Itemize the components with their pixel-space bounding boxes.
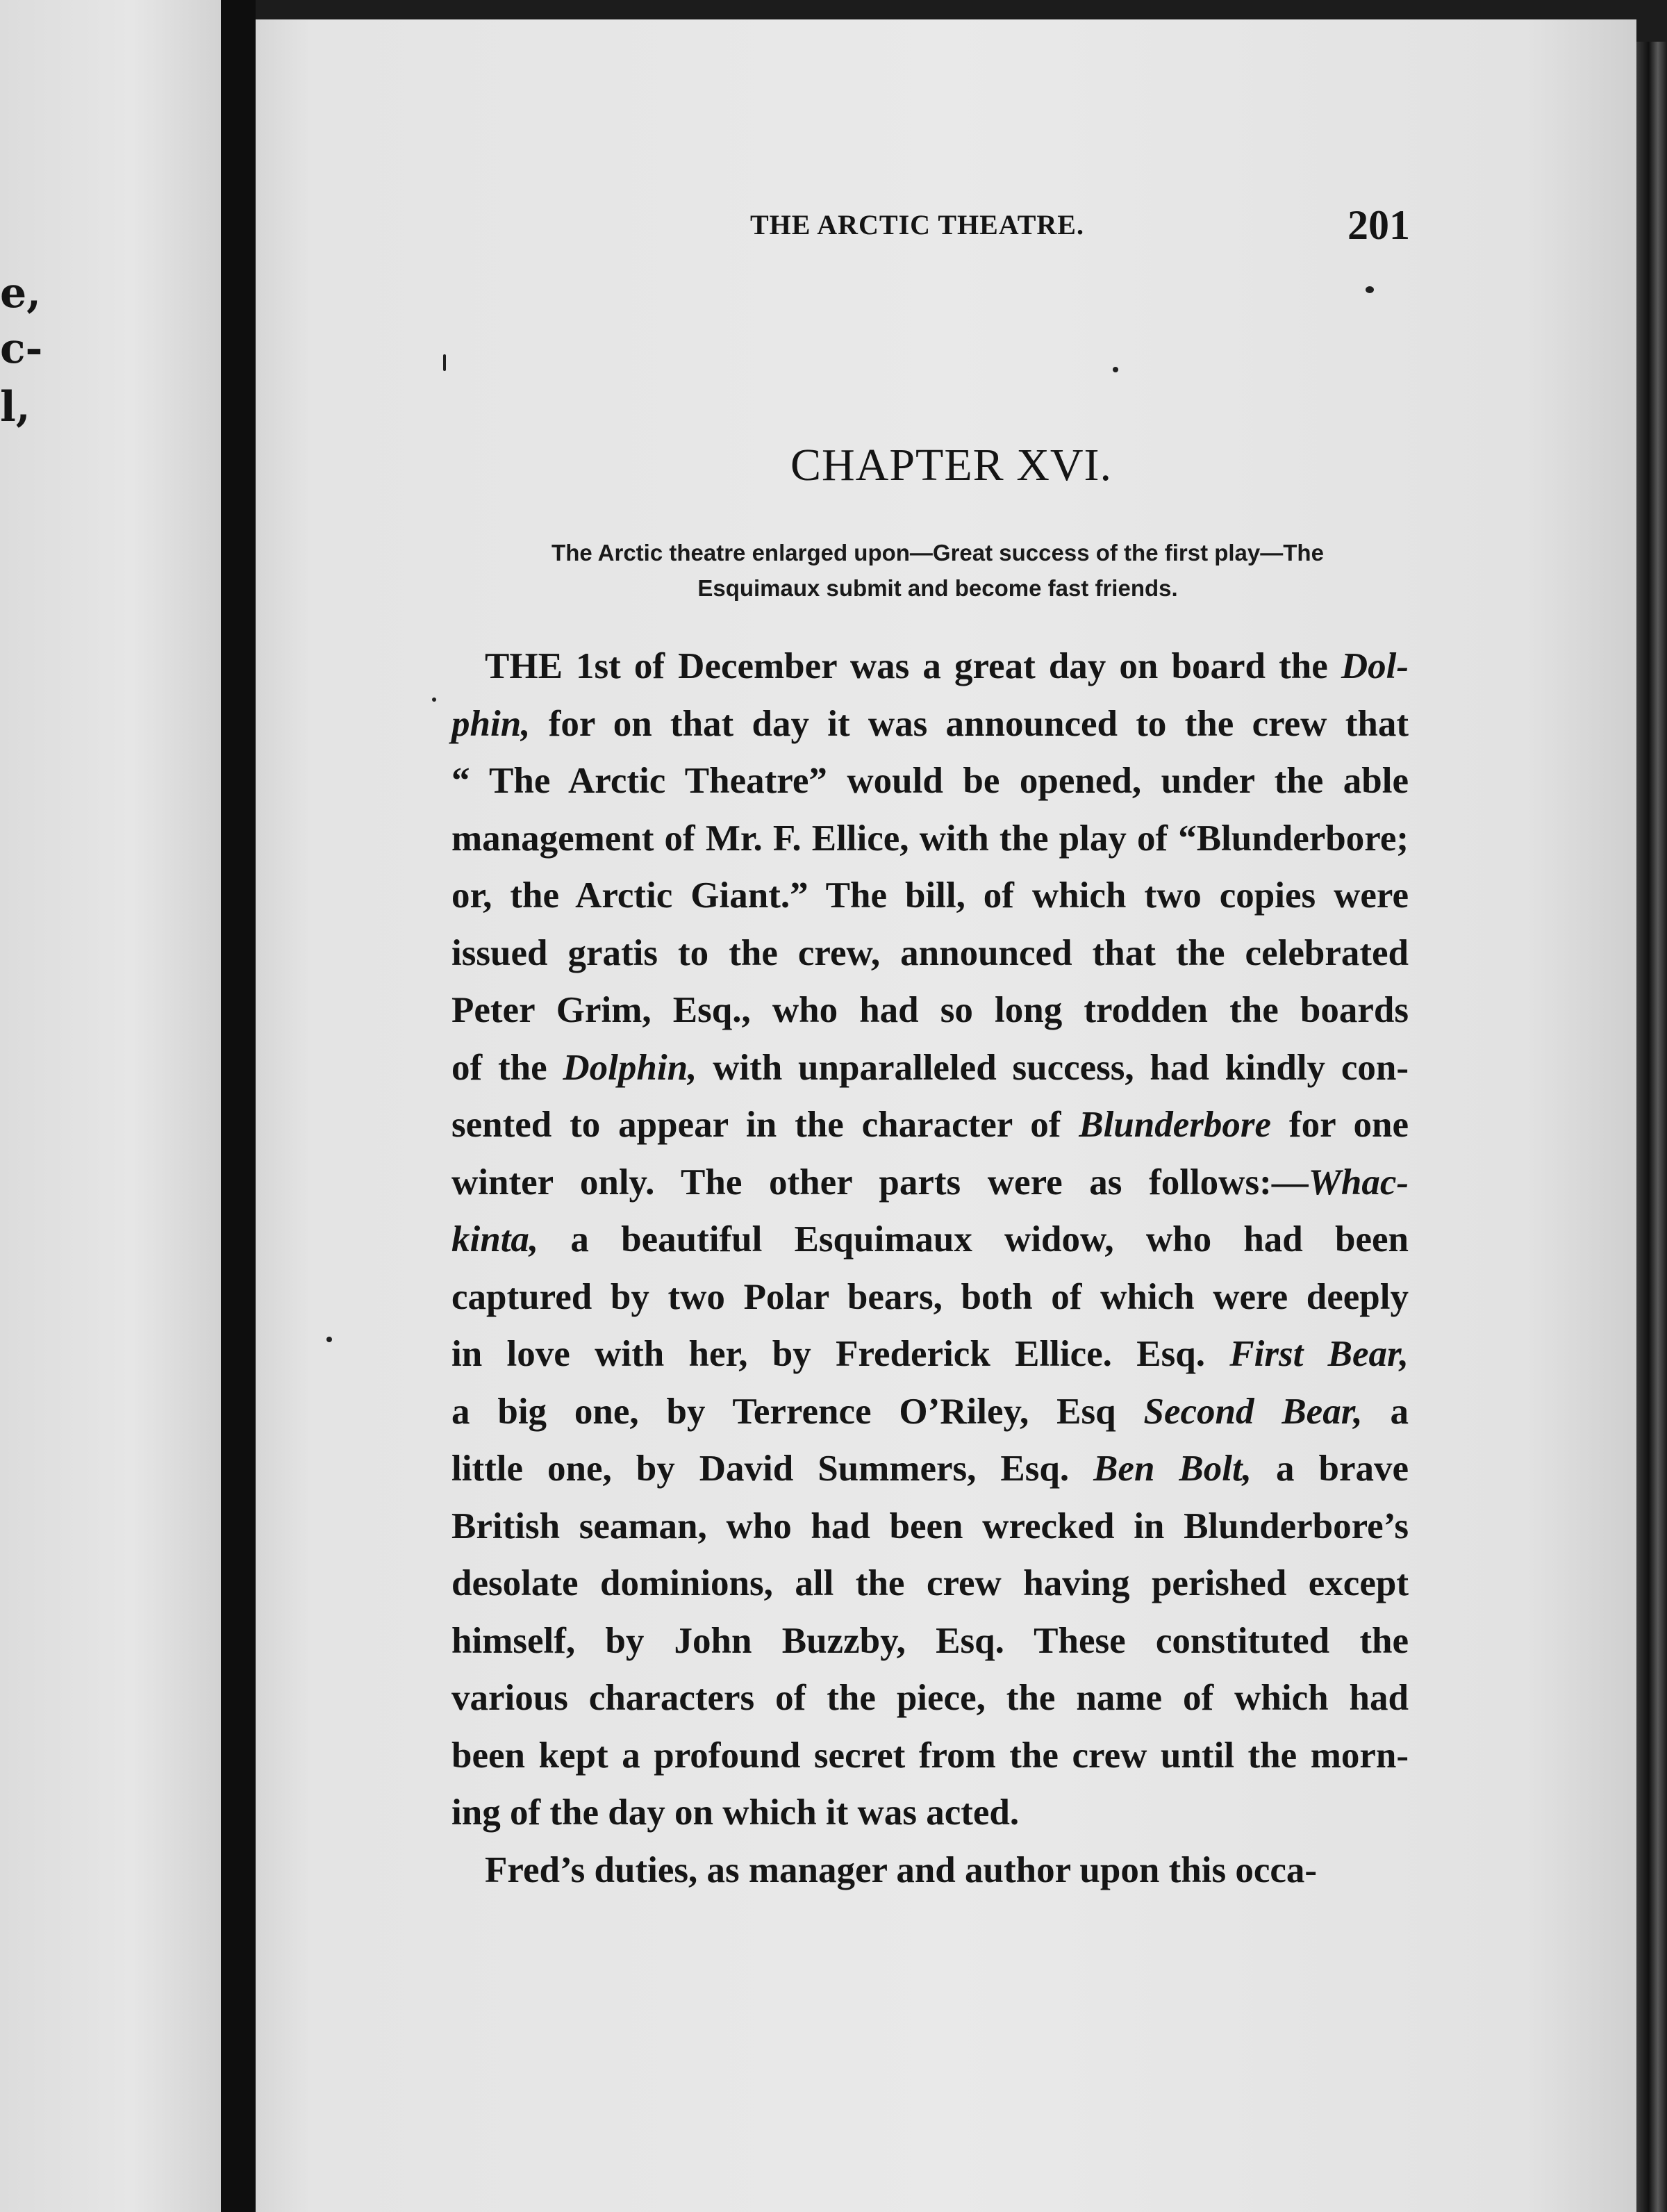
paragraph-line: [451, 1211, 1409, 1269]
paragraph-line: [451, 1727, 1409, 1785]
facing-page-edge: [0, 0, 221, 2212]
text-segment: various characters of the piece, the name of which had: [451, 1678, 1409, 1718]
chapter-summary-line: The Arctic theatre enlarged upon—Great success of the first play—The: [551, 540, 1324, 566]
scan-speck: [1113, 367, 1118, 372]
paragraph-line: [451, 1669, 1409, 1727]
facing-page-fragment: e,: [0, 269, 42, 317]
text-segment: been kept a profound secret from the crew until the morn-: [451, 1735, 1409, 1776]
text-segment: a beautiful Esquimaux widow, who had been: [538, 1219, 1409, 1260]
paragraph-line: [451, 752, 1409, 810]
paragraph-line: Fred’s duties, as manager and author upon this occa-: [485, 1849, 1318, 1890]
scan-speck: [1366, 286, 1374, 293]
facing-page-fragment: l,: [0, 383, 31, 431]
italic-text: Ben Bolt,: [1093, 1448, 1252, 1489]
paragraph-line: [451, 810, 1409, 868]
paragraph-line: [451, 1612, 1409, 1670]
chapter-summary: [486, 535, 1389, 606]
text-segment: sented to appear in the character of: [451, 1105, 1079, 1145]
italic-text: First Bear,: [1229, 1334, 1409, 1374]
text-segment: himself, by John Buzzby, Esq. These constituted the: [451, 1620, 1409, 1661]
italic-text: Whac-: [1308, 1162, 1409, 1203]
text-segment: for on that day it was announced to the crew that: [530, 703, 1409, 744]
text-segment: issued gratis to the crew, announced that the celebrated: [451, 932, 1409, 973]
book-gutter: [221, 0, 256, 2212]
text-segment: captured by two Polar bears, both of which were deeply: [451, 1276, 1409, 1317]
text-segment: British seaman, who had been wrecked in Blunderbore’s: [451, 1505, 1409, 1546]
paragraph-line: [451, 1269, 1409, 1326]
text-segment: a big one, by Terrence O’Riley, Esq: [451, 1391, 1144, 1432]
paragraph-line: [451, 695, 1409, 753]
paragraph-line: [451, 638, 1409, 695]
paragraph-line: [451, 1039, 1409, 1097]
italic-text: Dol-: [1341, 646, 1409, 686]
italic-text: Second Bear,: [1143, 1391, 1363, 1432]
page-right-edge: [1636, 42, 1667, 2212]
paragraph-line: [451, 1096, 1409, 1154]
text-segment: “ The Arctic Theatre” would be opened, under the able: [451, 761, 1409, 801]
text-segment: Peter Grim, Esq., who had so long trodden the boards: [451, 990, 1409, 1030]
paragraph-line: [451, 982, 1409, 1039]
paragraph-line: [451, 1440, 1409, 1498]
text-segment: winter only. The other parts were as follows:—: [451, 1162, 1309, 1203]
text-segment: with unparalleled success, had kindly con-: [697, 1047, 1409, 1088]
text-segment: a brave: [1251, 1448, 1409, 1489]
text-segment: in love with her, by Frederick Ellice. Esq.: [451, 1334, 1230, 1374]
paragraph-line: [451, 867, 1409, 925]
scan-speck: [443, 354, 446, 371]
text-segment: for one: [1271, 1105, 1409, 1145]
paragraph: [451, 638, 1409, 1842]
body-text: [451, 638, 1409, 1899]
chapter-title: CHAPTER XVI.: [790, 440, 1113, 490]
italic-text: phin,: [451, 703, 531, 744]
small-caps-text: THE: [485, 646, 563, 686]
text-segment: ing of the day on which it was acted.: [451, 1792, 1020, 1833]
chapter-summary-line: Esquimaux submit and become fast friends.: [697, 575, 1178, 601]
text-segment: a: [1362, 1391, 1409, 1432]
paragraph-line: [451, 1784, 1409, 1842]
paragraph-line: [451, 1154, 1409, 1212]
italic-text: kinta,: [451, 1219, 539, 1260]
scan-speck: [326, 1337, 332, 1342]
paragraph-line: [451, 1498, 1409, 1555]
italic-text: Dolphin,: [563, 1047, 697, 1088]
text-segment: 1st of December was a great day on board the: [562, 646, 1341, 686]
paragraph-line: [451, 1383, 1409, 1441]
running-head: THE ARCTIC THEATRE.: [750, 209, 1084, 240]
paragraph-line: [451, 1326, 1409, 1383]
paragraph-line: [451, 925, 1409, 982]
page-number: 201: [1347, 202, 1410, 248]
text-segment: or, the Arctic Giant.” The bill, of which two copies were: [451, 875, 1409, 916]
italic-text: Blunderbore: [1079, 1105, 1272, 1145]
facing-page-fragment: c-: [0, 324, 43, 373]
text-segment: little one, by David Summers, Esq.: [451, 1448, 1094, 1489]
paragraph-line: [451, 1555, 1409, 1612]
text-segment: management of Mr. F. Ellice, with the play of “Blunderbore;: [451, 818, 1409, 859]
scan-speck: [432, 698, 436, 702]
text-segment: desolate dominions, all the crew having perished except: [451, 1563, 1409, 1603]
text-segment: of the: [451, 1047, 563, 1088]
